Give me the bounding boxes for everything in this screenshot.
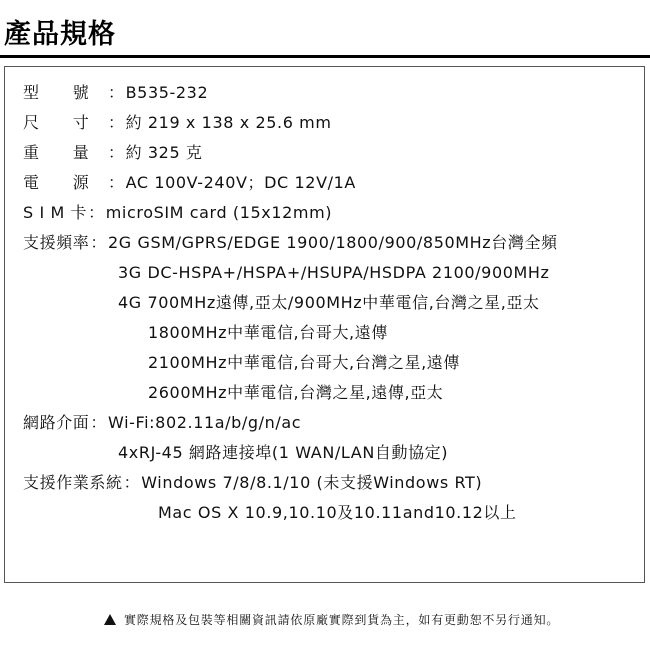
spec-row-sim: [23, 198, 332, 228]
spec-separator: ：: [108, 83, 125, 102]
spec-value-sim: microSIM card (15x12mm): [105, 203, 333, 222]
spec-value-model: B535-232: [125, 83, 209, 102]
spec-label-bands: 支援頻率: [23, 233, 90, 252]
page-title: 產品規格: [4, 19, 116, 50]
spec-row-size: [23, 108, 332, 138]
spec-value-bands-line: 2G GSM/GPRS/EDGE 1900/1800/900/850MHz台灣全頻: [108, 233, 558, 252]
spec-label-weight: 重 量: [23, 143, 90, 162]
spec-separator: ：: [123, 473, 141, 492]
footer-note-text: 實際規格及包裝等相關資訊請依原廠實際到貨為主，如有更動恕不另行通知。: [124, 613, 560, 627]
spec-separator: ：: [88, 203, 105, 222]
spec-value-network-line: Wi-Fi:802.11a/b/g/n/ac: [108, 413, 302, 432]
spec-value-network-line: 4xRJ-45 網路連接埠(1 WAN/LAN自動協定): [118, 443, 449, 462]
warning-triangle-icon: [104, 614, 116, 625]
spec-row-os: [23, 468, 482, 498]
spec-label-os: 支援作業系統: [23, 473, 123, 492]
spec-value-bands-line: 2100MHz中華電信,台哥大,台灣之星,遠傳: [148, 353, 461, 372]
spec-separator: ：: [90, 233, 108, 252]
spec-row-power: [23, 168, 356, 198]
spec-row-network: [23, 408, 301, 438]
spec-table: [4, 66, 645, 583]
spec-separator: ：: [90, 413, 108, 432]
spec-value-os-line: Windows 7/8/8.1/10 (未支援Windows RT): [141, 473, 483, 492]
spec-separator: ：: [108, 143, 125, 162]
spec-value-weight: 約 325 克: [125, 143, 203, 162]
spec-separator: ：: [108, 113, 125, 132]
spec-value-bands-line: 3G DC-HSPA+/HSPA+/HSUPA/HSDPA 2100/900MHz: [118, 263, 550, 282]
spec-value-size: 約 219 x 138 x 25.6 mm: [125, 113, 332, 132]
spec-row-bands: [23, 228, 558, 258]
spec-value-bands-line: 1800MHz中華電信,台哥大,遠傳: [148, 323, 388, 342]
spec-label-sim: S I M 卡: [23, 203, 88, 222]
spec-value-bands-line: 4G 700MHz遠傳,亞太/900MHz中華電信,台灣之星,亞太: [118, 293, 540, 312]
spec-separator: ：: [108, 173, 125, 192]
spec-label-model: 型 號: [23, 83, 90, 102]
spec-label-network: 網路介面: [23, 413, 90, 432]
footer-note: [104, 607, 559, 633]
spec-label-size: 尺 寸: [23, 113, 90, 132]
spec-row-model: [23, 78, 208, 108]
title-divider: [0, 55, 650, 58]
spec-value-bands-line: 2600MHz中華電信,台灣之星,遠傳,亞太: [148, 383, 444, 402]
spec-label-power: 電 源: [23, 173, 90, 192]
spec-value-os-line: Mac OS X 10.9,10.10及10.11and10.12以上: [158, 503, 517, 522]
spec-value-power: AC 100V-240V；DC 12V/1A: [125, 173, 356, 192]
spec-row-weight: [23, 138, 203, 168]
